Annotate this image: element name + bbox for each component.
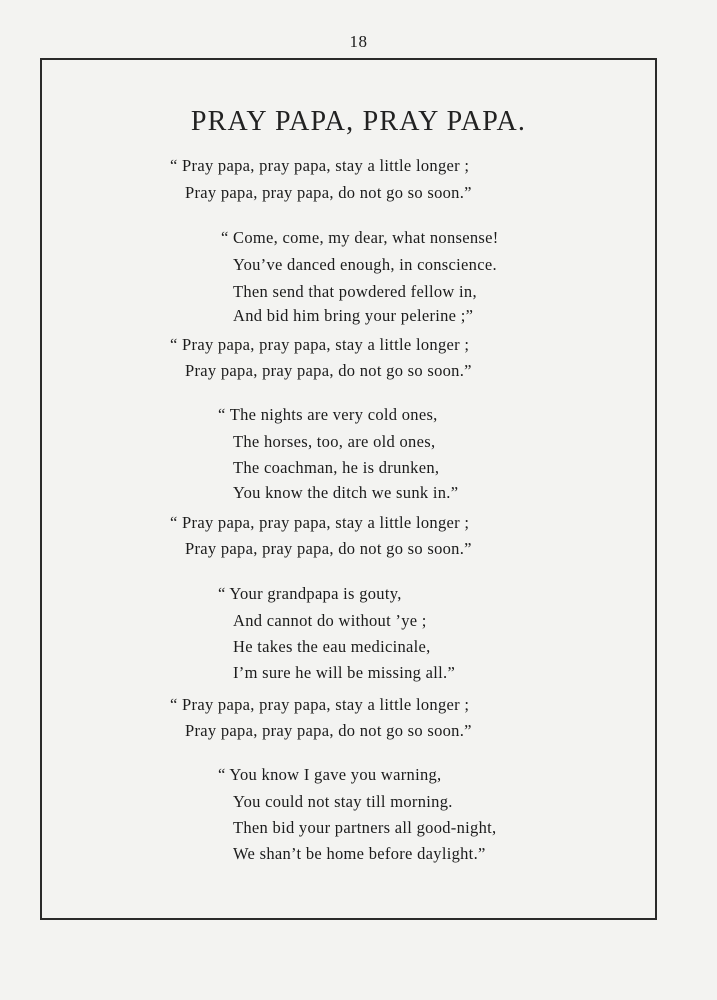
poem-line: “ Your grandpapa is gouty,: [218, 584, 402, 603]
poem-line: “ Pray papa, pray papa, stay a little longer ;: [170, 156, 470, 175]
poem-line: You know the ditch we sunk in.”: [233, 483, 459, 502]
poem-line: We shan’t be home before daylight.”: [233, 844, 486, 863]
poem-line: You’ve danced enough, in conscience.: [233, 255, 497, 274]
poem-line: Pray papa, pray papa, do not go so soon.”: [185, 721, 472, 740]
poem-line: And cannot do without ’ye ;: [233, 611, 427, 630]
poem-line: I’m sure he will be missing all.”: [233, 663, 456, 682]
poem-line: “ Come, come, my dear, what nonsense!: [221, 228, 499, 247]
poem-line: Then send that powdered fellow in,: [233, 282, 477, 301]
poem-line: You could not stay till morning.: [233, 792, 453, 811]
poem-line: “ Pray papa, pray papa, stay a little longer ;: [170, 513, 470, 532]
poem-line: He takes the eau medicinale,: [233, 637, 431, 656]
poem-line: Pray papa, pray papa, do not go so soon.”: [185, 183, 472, 202]
poem-line: And bid him bring your pelerine ;”: [233, 306, 474, 325]
poem-line: “ The nights are very cold ones,: [218, 405, 438, 424]
page-number: 18: [349, 32, 368, 51]
poem-line: “ Pray papa, pray papa, stay a little longer ;: [170, 695, 470, 714]
poem-line: The coachman, he is drunken,: [233, 458, 440, 477]
poem-line: Pray papa, pray papa, do not go so soon.”: [185, 361, 472, 380]
poem-line: “ You know I gave you warning,: [218, 765, 442, 784]
poem-line: “ Pray papa, pray papa, stay a little longer ;: [170, 335, 470, 354]
poem-line: Pray papa, pray papa, do not go so soon.”: [185, 539, 472, 558]
poem-title: PRAY PAPA, PRAY PAPA.: [190, 106, 527, 137]
poem-line: Then bid your partners all good-night,: [233, 818, 497, 837]
poem-line: The horses, too, are old ones,: [233, 432, 436, 451]
